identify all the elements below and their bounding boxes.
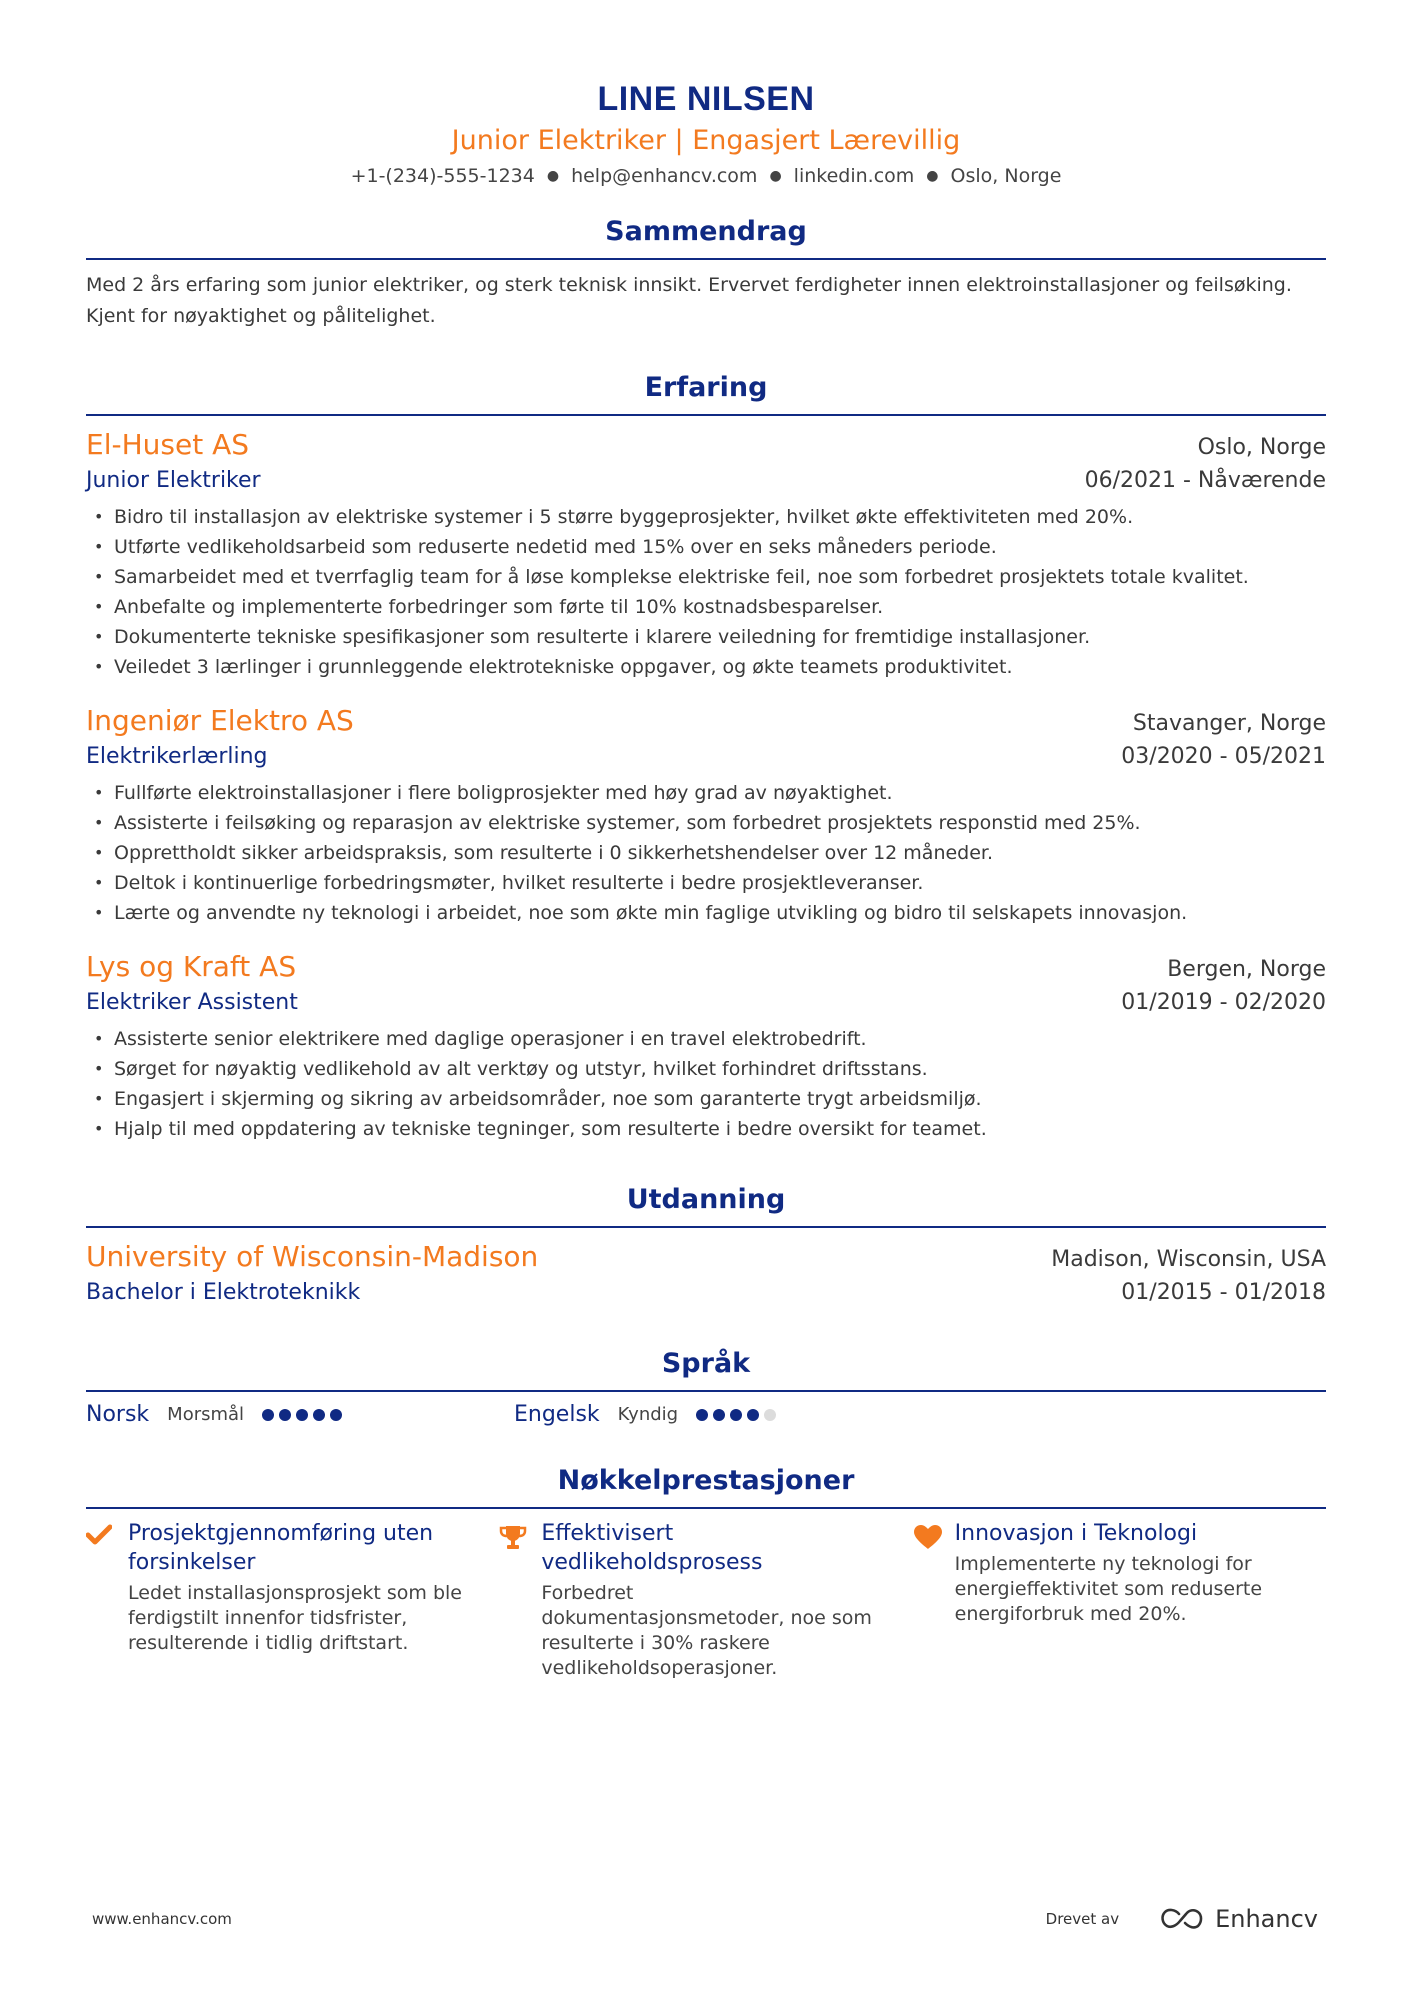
achievement-description: Forbedret dokumentasjonsmetoder, noe som resulterte i 30% raskere vedlikeholdsoperasjoner. — [541, 1582, 872, 1679]
job-company: Lys og Kraft AS — [86, 950, 297, 983]
job-bullet: • Bidro til installasjon av elektriske systemer i 5 større byggeprosjekter, hvilket økte effektiviteten med 20%. — [114, 502, 1326, 532]
job-bullets — [86, 502, 1326, 682]
languages-list — [86, 1402, 1326, 1427]
job-dates: 01/2019 - 02/2020 — [1121, 990, 1326, 1015]
achievement-title: Innovasjon i Teknologi — [954, 1521, 1198, 1546]
powered-by-label: Drevet av — [1045, 1910, 1120, 1928]
language-rating — [696, 1409, 776, 1421]
job-bullet: • Opprettholdt sikker arbeidspraksis, som resulterte i 0 sikkerhetshendelser over 12 måneder. — [114, 838, 1326, 868]
achievements-list — [86, 1519, 1326, 1681]
section-heading-summary: Sammendrag — [86, 214, 1326, 260]
job-role: Elektrikerlærling — [86, 744, 268, 769]
language-level: Kyndig — [617, 1404, 679, 1425]
rating-dot-empty — [764, 1409, 776, 1421]
achievement-title: Effektivisert vedlikeholdsprosess — [541, 1521, 763, 1575]
job-bullet: • Assisterte senior elektrikere med daglige operasjoner i en travel elektrobedrift. — [114, 1024, 1326, 1054]
rating-dot-filled — [262, 1409, 274, 1421]
job-bullet: • Dokumenterte tekniske spesifikasjoner som resulterte i klarere veiledning for fremtidige installasjoner. — [114, 622, 1326, 652]
resume-header — [86, 0, 1326, 190]
job-bullets — [86, 778, 1326, 928]
section-heading-experience: Erfaring — [86, 370, 1326, 416]
achievement-description: Ledet installasjonsprosjekt som ble ferdigstilt innenfor tidsfrister, resulterende i tidlig driftstart. — [128, 1582, 462, 1654]
candidate-name: LINE NILSEN — [597, 80, 815, 118]
language-item — [514, 1402, 942, 1427]
separator-dot: ● — [926, 168, 939, 184]
job-entry — [86, 948, 1326, 1144]
contact-line — [86, 162, 1326, 190]
check-icon — [86, 1519, 128, 1681]
brand-name: Enhancv — [1215, 1905, 1318, 1933]
rating-dot-filled — [747, 1409, 759, 1421]
job-bullet: • Fullførte elektroinstallasjoner i flere boligprosjekter med høy grad av nøyaktighet. — [114, 778, 1326, 808]
language-rating — [262, 1409, 342, 1421]
enhancv-logo[interactable] — [1159, 1905, 1318, 1933]
job-bullet: • Anbefalte og implementerte forbedringer som førte til 10% kostnadsbesparelser. — [114, 592, 1326, 622]
trophy-icon — [499, 1519, 541, 1681]
job-bullets — [86, 1024, 1326, 1144]
enhancv-logo-icon — [1159, 1908, 1205, 1930]
job-entry — [86, 426, 1326, 682]
footer-brand-area — [1046, 1905, 1318, 1933]
section-heading-languages: Språk — [86, 1346, 1326, 1392]
language-name: Engelsk — [514, 1402, 600, 1427]
footer-url[interactable]: www.enhancv.com — [92, 1910, 232, 1928]
job-bullet: • Hjalp til med oppdatering av tekniske tegninger, som resulterte i bedre oversikt for teamet. — [114, 1114, 1326, 1144]
rating-dot-filled — [279, 1409, 291, 1421]
job-dates: 06/2021 - Nåværende — [1084, 468, 1326, 493]
achievement-item — [86, 1519, 499, 1681]
job-location: Oslo, Norge — [1197, 435, 1326, 460]
heart-icon — [913, 1519, 955, 1681]
rating-dot-filled — [730, 1409, 742, 1421]
section-heading-education: Utdanning — [86, 1182, 1326, 1228]
achievement-item — [499, 1519, 912, 1681]
languages-section — [86, 1346, 1326, 1427]
separator-dot: ● — [546, 168, 560, 184]
candidate-title: Junior Elektriker | Engasjert Lærevillig — [451, 125, 961, 156]
achievement-item — [913, 1519, 1326, 1681]
contact-phone: +1-(234)-555-1234 — [350, 165, 535, 187]
job-bullet: • Sørget for nøyaktig vedlikehold av alt verktøy og utstyr, hvilket forhindret driftsstans. — [114, 1054, 1326, 1084]
education-degree: Bachelor i Elektroteknikk — [86, 1280, 361, 1305]
job-company: Ingeniør Elektro AS — [86, 704, 354, 737]
education-location: Madison, Wisconsin, USA — [1051, 1247, 1326, 1272]
rating-dot-filled — [313, 1409, 325, 1421]
job-company: El-Huset AS — [86, 428, 249, 461]
job-role: Junior Elektriker — [86, 468, 261, 493]
language-name: Norsk — [86, 1402, 150, 1427]
contact-linkedin[interactable]: linkedin.com — [793, 165, 915, 187]
education-entry — [86, 1238, 1326, 1310]
rating-dot-filled — [296, 1409, 308, 1421]
summary-text: Med 2 års erfaring som junior elektriker, og sterk teknisk innsikt. Ervervet ferdigheter innen elektroinstallasjoner og feilsøking. Kjent for nøyaktighet og pålitelighet. — [86, 274, 1292, 327]
job-bullet: • Lærte og anvendte ny teknologi i arbeidet, noe som økte min faglige utvikling og bidro til selskapets innovasjon. — [114, 898, 1326, 928]
education-school: University of Wisconsin-Madison — [86, 1240, 539, 1273]
language-item — [86, 1402, 514, 1427]
job-dates: 03/2020 - 05/2021 — [1121, 744, 1326, 769]
job-role: Elektriker Assistent — [86, 990, 298, 1015]
job-bullet: • Engasjert i skjerming og sikring av arbeidsområder, noe som garanterte trygt arbeidsmiljø. — [114, 1084, 1326, 1114]
job-bullet: • Deltok i kontinuerlige forbedringsmøter, hvilket resulterte i bedre prosjektleveranser. — [114, 868, 1326, 898]
rating-dot-filled — [713, 1409, 725, 1421]
job-bullet: • Assisterte i feilsøking og reparasjon av elektriske systemer, som forbedret prosjektets responstid med 25%. — [114, 808, 1326, 838]
rating-dot-filled — [330, 1409, 342, 1421]
education-section — [86, 1182, 1326, 1310]
job-location: Stavanger, Norge — [1132, 711, 1326, 736]
language-level: Morsmål — [167, 1404, 245, 1425]
contact-location: Oslo, Norge — [950, 165, 1062, 187]
experience-section — [86, 370, 1326, 1144]
job-bullet: • Veiledet 3 lærlinger i grunnleggende elektrotekniske oppgaver, og økte teamets produktivitet. — [114, 652, 1326, 682]
job-bullet: • Utførte vedlikeholdsarbeid som reduserte nedetid med 15% over en seks måneders periode. — [114, 532, 1326, 562]
separator-dot: ● — [769, 168, 782, 184]
job-location: Bergen, Norge — [1167, 957, 1326, 982]
achievements-section — [86, 1463, 1326, 1681]
resume-page — [86, 0, 1326, 1681]
education-dates: 01/2015 - 01/2018 — [1121, 1280, 1326, 1305]
job-entry — [86, 702, 1326, 928]
achievement-title: Prosjektgjennomføring uten forsinkelser — [128, 1521, 434, 1575]
summary-section — [86, 214, 1326, 332]
achievement-description: Implementerte ny teknologi for energieffektivitet som reduserte energiforbruk med 20%. — [954, 1553, 1263, 1625]
rating-dot-filled — [696, 1409, 708, 1421]
contact-email[interactable]: help@enhancv.com — [571, 165, 758, 187]
section-heading-achievements: Nøkkelprestasjoner — [86, 1463, 1326, 1509]
page-footer — [92, 1905, 1318, 1933]
job-bullet: • Samarbeidet med et tverrfaglig team for å løse komplekse elektriske feil, noe som forbedret prosjektets totale kvalitet. — [114, 562, 1326, 592]
